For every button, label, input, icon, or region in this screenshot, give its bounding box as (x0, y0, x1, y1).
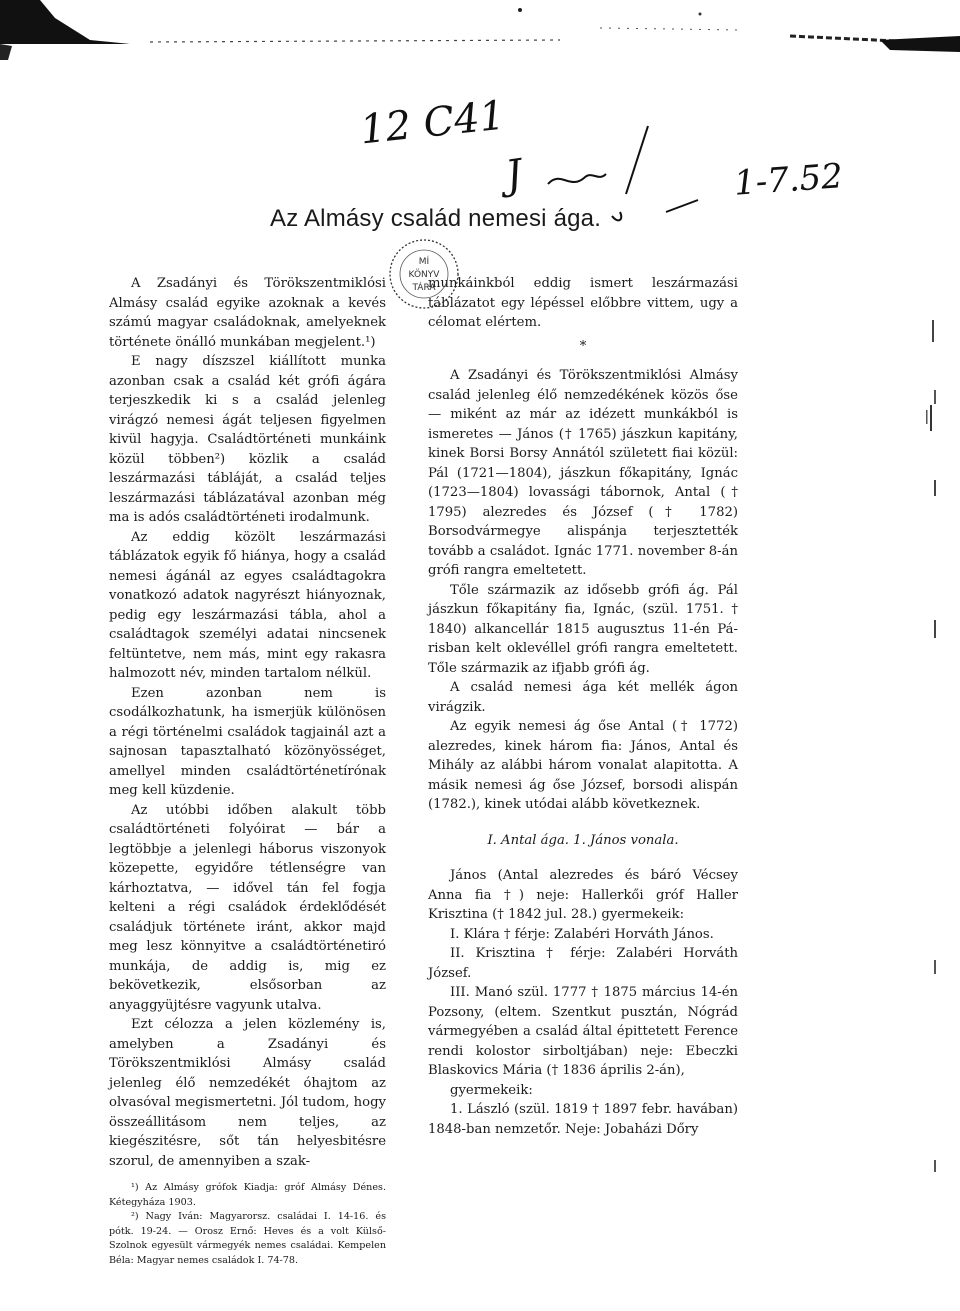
paragraph: A Zsadányi és Törökszentmiklósi Almásy család egyike azoknak a kevés számú magyar családoknak, amelyeknek története önálló munkában megjelent.¹) (109, 276, 386, 350)
handwritten-shelf-mark: 1-7.52 (732, 156, 845, 204)
genealogy-entry: gyermekeik: (450, 1082, 533, 1098)
page-title: Az Almásy család nemesi ága. (270, 205, 602, 232)
section-subheading: I. Antal ága. 1. János vonala. (487, 832, 679, 848)
section-separator: * (579, 338, 587, 354)
stamp-line-1: MÍ (418, 257, 430, 267)
paragraph: Az eddig közölt leszármazási táblázatok egyik fő hiánya, hogy a család nemesi ágánál az egyes családtagokra vonatkozó adatok nagyrészt hiányoznak, pedig egy leszármazási tábla, ahol a családtagok személyi adatai nincsenek feltüntetve, nem más, mint egy rakasra halmozott név, minden tartalom nélkül. (109, 529, 386, 681)
stamp-line-2: KÖNYV (408, 270, 440, 280)
paragraph: Tőle származik az idősebb grófi ág. Pál jászkun főkapitány fia, Ignác, (szül. 1751. † 1840) alkancellár 1815 augusztus 11-én Pá-risban kelt oklevéllel grófi rangra emeltetett. Tőle származik az ifjabb grófi ág. (428, 582, 738, 676)
genealogy-entry: I. Klára † férje: Zalabéri Horváth János. (450, 926, 714, 942)
paragraph: E nagy díszszel kiállított munka azonban csak a család két grófi ágára terjeszkedik ki s a család jelenleg virágzó nemesi ágát teljesen figyelmen kivül hagyja. Családtörténeti munkáink közül többen²) közlik a család leszármazási tábláját, a család teljes leszármazási táblázatával azonban még ma is adós családtörténeti irodalmunk. (109, 354, 386, 525)
scan-edge-noise (0, 0, 960, 60)
scan-edge-specks (920, 60, 960, 1310)
footnote: ²) Nagy Iván: Magyarorsz. családai I. 14-16. és pótk. 19-24. — Orosz Ernő: Heves és a volt Külső-Szolnok egyesült vármegyék nemes családai. Kempelen Béla: Magyar nemes családok I. 74-78. (109, 1211, 386, 1266)
genealogy-entry: III. Manó szül. 1777 † 1875 március 14-én Pozsony, (eltem. Szentkut pusztán, Nógrád vármegyében a család által épittetett Ference rendi kolostor sirboltjában) neje: Ebeczki Blaskovics Mária († 1836 április 2-án), (428, 985, 738, 1078)
paragraph: A Zsadányi és Törökszentmiklósi Almásy család jelenleg élő nemzedékének közös őse — miként az már az idézett munkákból is ismeretes — János († 1765) jászkun kapitány, kinek Borsi Borsy Annától született fiai közül: Pál (1721—1804), jászkun főkapitány, Ignác (1723—1804) lovassági tábornok, Antal († 1795) alezredes és József († 1782) Borsodvármegye alispánja terjesztették tovább a családot. Ignác 1771. november 8-án grófi rangra emeltetett. (428, 368, 738, 578)
paragraph: A család nemesi ága két mellék ágon virágzik. (428, 680, 738, 715)
paragraph: Ezen azonban nem is csodálkozhatunk, ha ismerjük különösen a régi történelmi családok tagjainál azt a sajnosan tapasztalható közönyösséget, amellyel minden családtörténetírónak meg kell küzdenie. (109, 685, 386, 798)
genealogy-entry: János (Antal alezredes és báró Vécsey Anna fia †) neje: Hallerkői gróf Haller Krisztina († 1842 jul. 28.) gyermekeik: (428, 868, 738, 922)
continued-paragraph: munkáinkból eddig ismert leszármazási táblázatot egy lépéssel előbbre vittem, ugy a célomat elértem. (428, 276, 738, 330)
paragraph: Ezt célozza a jelen közlemény is, amelyben a Zsadányi és Törökszentmiklósi Almásy család jelenleg élő nemzedékét óhajtom az olvasóval megismertetni. Jól tudom, hogy összeállitásom nem teljes, az kiegészitésre, sőt tán helyesbitésre szorul, de amennyiben a szak- (109, 1017, 386, 1169)
stamp-line-3: TÁRA (412, 283, 436, 293)
genealogy-entry: II. Krisztina † férje: Zalabéri Horváth József. (428, 946, 738, 981)
handwritten-initial: J (502, 151, 526, 199)
paragraph: Az utóbbi időben alakult több családtörténeti folyóirat — bár a legtöbbje a jelenlegi háborus viszonyok közepette, egyidőre tétlenségre van kárhoztatva, — idővel tán fel fogja kelteni a régi családok érdeklődését családjuk története iránt, akkor majd meg lesz könnyitve a családtörténetiró munkája, de addig is, mig ez bekövetkezik, elsősorban az anyaggyüjtésre vagyunk utalva. (109, 802, 386, 1013)
right-column (428, 274, 738, 1139)
footnote: ¹) Az Almásy grófok Kiadja: gróf Almásy Dénes. Kétegyháza 1903. (109, 1182, 386, 1208)
paragraph: Az egyik nemesi ág őse Antal († 1772) alezredes, kinek három fia: János, Antal és Mihály az alábbi három vonalat alapitotta. A másik nemesi ág őse József, borsodi alispán (1782.), kinek utódai alább következnek. (428, 719, 738, 812)
handwritten-catalog-note: 12 C41 (357, 92, 508, 154)
left-column (109, 274, 386, 1268)
genealogy-entry: 1. László (szül. 1819 † 1897 febr. havában) 1848-ban nemzetőr. Neje: Jobaházi Dőry (428, 1102, 738, 1137)
